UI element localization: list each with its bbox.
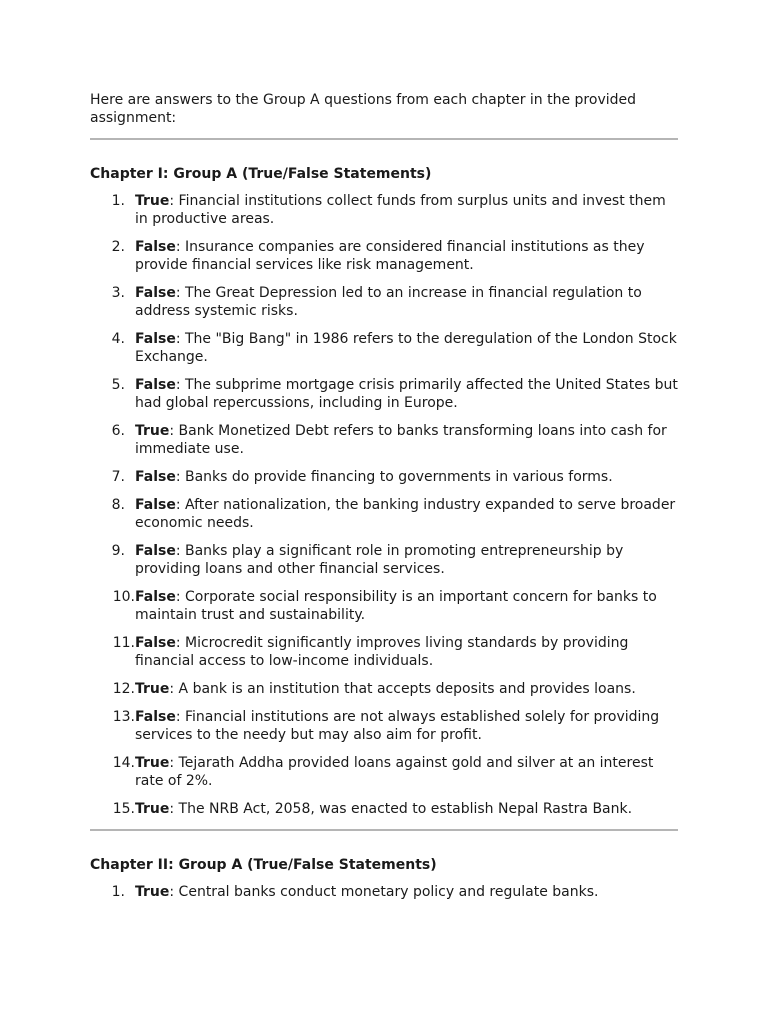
list-item — [90, 634, 678, 670]
item-number: 1. — [111, 884, 125, 900]
item-text: : Banks do provide financing to governments in various forms. — [175, 469, 613, 485]
item-number: 8. — [111, 497, 125, 513]
item-number: 7. — [111, 469, 125, 485]
list-item — [90, 542, 678, 578]
item-text: : The Great Depression led to an increase in financial regulation to address systemic risks. — [135, 285, 642, 319]
item-text: : After nationalization, the banking industry expanded to serve broader economic needs. — [135, 497, 676, 531]
item-number: 12. — [112, 681, 135, 697]
verdict-label: True — [135, 801, 170, 817]
verdict-label: True — [135, 681, 170, 697]
verdict-label: False — [135, 285, 176, 301]
item-text: : The subprime mortgage crisis primarily affected the United States but had global repercussions, including in Europe. — [135, 377, 678, 411]
item-number: 6. — [111, 423, 125, 439]
chapter-heading: Chapter II: Group A (True/False Statements) — [90, 857, 437, 873]
section-divider — [90, 138, 678, 140]
list-item — [90, 468, 678, 486]
item-number: 10. — [112, 589, 135, 605]
list-item — [90, 708, 678, 744]
item-text: : Banks play a significant role in promoting entrepreneurship by providing loans and other financial services. — [135, 543, 624, 577]
intro-paragraph: Here are answers to the Group A questions from each chapter in the provided assignment: — [90, 92, 636, 126]
verdict-label: False — [135, 497, 176, 513]
item-text: : Corporate social responsibility is an important concern for banks to maintain trust and sustainability. — [135, 589, 657, 623]
item-number: 5. — [111, 377, 125, 393]
item-number: 1. — [111, 193, 125, 209]
item-number: 15. — [112, 801, 135, 817]
item-number: 13. — [112, 709, 135, 725]
answer-list — [90, 883, 678, 901]
item-number: 14. — [112, 755, 135, 771]
list-item — [90, 680, 678, 698]
item-number: 11. — [112, 635, 135, 651]
verdict-label: True — [135, 193, 170, 209]
list-item — [90, 422, 678, 458]
verdict-label: True — [135, 423, 170, 439]
list-item — [90, 192, 678, 228]
item-text: : The "Big Bang" in 1986 refers to the deregulation of the London Stock Exchange. — [135, 331, 677, 365]
document-content — [90, 91, 678, 911]
list-item — [90, 754, 678, 790]
verdict-label: True — [135, 755, 170, 771]
item-number: 9. — [111, 543, 125, 559]
item-text: : Bank Monetized Debt refers to banks transforming loans into cash for immediate use. — [135, 423, 667, 457]
item-text: : A bank is an institution that accepts deposits and provides loans. — [169, 681, 636, 697]
verdict-label: True — [135, 884, 170, 900]
item-text: : Financial institutions are not always established solely for providing services to the needy but may also aim for profit. — [135, 709, 660, 743]
item-text: : The NRB Act, 2058, was enacted to establish Nepal Rastra Bank. — [169, 801, 633, 817]
item-number: 2. — [111, 239, 125, 255]
answer-list — [90, 192, 678, 818]
verdict-label: False — [135, 589, 176, 605]
list-item — [90, 496, 678, 532]
verdict-label: False — [135, 239, 176, 255]
verdict-label: False — [135, 543, 176, 559]
verdict-label: False — [135, 709, 176, 725]
list-item — [90, 376, 678, 412]
item-text: : Tejarath Addha provided loans against gold and silver at an interest rate of 2%. — [135, 755, 654, 789]
section-divider — [90, 829, 678, 831]
list-item — [90, 238, 678, 274]
item-text: : Central banks conduct monetary policy and regulate banks. — [169, 884, 599, 900]
verdict-label: False — [135, 377, 176, 393]
item-text: : Microcredit significantly improves living standards by providing financial access to low-income individuals. — [135, 635, 629, 669]
list-item — [90, 883, 678, 901]
item-text: : Insurance companies are considered financial institutions as they provide financial services like risk management. — [135, 239, 645, 273]
item-number: 3. — [111, 285, 125, 301]
list-item — [90, 284, 678, 320]
list-item — [90, 800, 678, 818]
verdict-label: False — [135, 469, 176, 485]
verdict-label: False — [135, 331, 176, 347]
item-text: : Financial institutions collect funds from surplus units and invest them in productive areas. — [135, 193, 666, 227]
list-item — [90, 588, 678, 624]
chapter-heading: Chapter I: Group A (True/False Statements) — [90, 166, 432, 182]
list-item — [90, 330, 678, 366]
item-number: 4. — [111, 331, 125, 347]
verdict-label: False — [135, 635, 176, 651]
